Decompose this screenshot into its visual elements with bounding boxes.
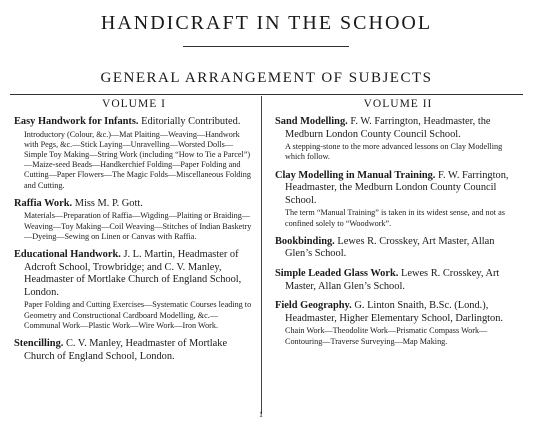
- entry-subject: Bookbinding.: [275, 235, 335, 247]
- page-title: HANDICRAFT IN THE SCHOOL: [100, 12, 433, 34]
- entry-heading: [14, 198, 254, 211]
- entry-details: The term “Manual Training” is taken in its widest sense, and not as confined solely to “Woodwork”.: [285, 208, 505, 228]
- entry-details: Materials—Preparation of Raffia—Wigding—Plaiting or Braiding—Weaving—Toy Making—Coil Weaving—Stitches of Indian Basketry—Dyeing—Sewing on Linen or Canvas with Raffia.: [24, 211, 252, 241]
- entry-sand-modelling: [275, 116, 521, 163]
- entry-stencilling: [14, 338, 254, 363]
- entry-author: Editorially Contributed.: [141, 116, 241, 127]
- entry-leaded-glass: [275, 268, 521, 293]
- entry-subject: Simple Leaded Glass Work.: [275, 267, 399, 279]
- entry-details: A stepping-stone to the more advanced lessons on Clay Modelling which follow.: [285, 142, 503, 162]
- entry-subject: Clay Modelling in Manual Training.: [275, 169, 436, 181]
- entry-bookbinding: [275, 236, 521, 261]
- entry-details: Chain Work—Theodolite Work—Prismatic Compass Work—Contouring—Traverse Surveying—Map Making.: [285, 326, 488, 346]
- page-number: 1: [259, 410, 263, 419]
- entry-subject: Sand Modelling.: [275, 116, 348, 127]
- entry-clay-modelling: [275, 170, 521, 229]
- entry-heading: [275, 236, 521, 261]
- entry-author: C. V. Manley, Headmaster of Mortlake Church of England School, London.: [24, 338, 228, 362]
- entry-author: G. Linton Snaith, B.Sc. (Lond.), Headmaster, Higher Elementary School, Darlington.: [285, 300, 504, 324]
- entry-heading: [275, 300, 521, 325]
- entry-subject: Educational Handwork.: [14, 249, 121, 261]
- entry-heading: [14, 249, 254, 299]
- entry-heading: [275, 170, 521, 208]
- entry-raffia-work: [14, 198, 254, 242]
- entry-subject: Easy Handwork for Infants.: [14, 116, 139, 127]
- entry-details: Introductory (Colour, &c.)—Mat Plaiting—Weaving—Handwork with Pegs, &c.—Stick Laying—Unravelling—Worsted Dolls—Simple Toy Making—String Work (including “How to Tie a Parcel”)—Maize-seed Beads—Handkerchief Folding—Paper Folding and Cutting—Paper Flowers—The Magic Folds—Miscellaneous Folding and Cutting.: [24, 129, 251, 190]
- entry-author: F. W. Farrington, Headmaster, the Medburn London County Council School.: [285, 169, 509, 206]
- volume-1-column: [14, 98, 254, 370]
- title-rule: [183, 46, 349, 47]
- entry-details: Paper Folding and Cutting Exercises—Systematic Courses leading to Geometry and Constructional Cardboard Modelling, &c.—Communal Work—Plastic Work—Wire Work—Iron Work.: [24, 300, 252, 330]
- entry-heading: [14, 116, 254, 129]
- entry-easy-handwork: [14, 116, 254, 191]
- entry-subject: Field Geography.: [275, 300, 352, 312]
- entry-subject: Raffia Work.: [14, 197, 73, 209]
- entry-heading: [275, 268, 521, 293]
- entry-author: Lewes R. Crosskey, Art Master, Allan Glen’s School.: [285, 235, 495, 260]
- entry-field-geography: [275, 300, 521, 347]
- column-divider: [261, 96, 262, 414]
- entry-author: Miss M. P. Gott.: [74, 197, 143, 209]
- header-rule: [10, 94, 523, 95]
- entry-author: Lewes R. Crosskey, Art Master, Allan Glen’s School.: [285, 267, 500, 292]
- volume-2-column: [275, 98, 521, 354]
- entry-heading: [14, 338, 254, 363]
- entry-author: F. W. Farrington, Headmaster, the Medburn London County Council School.: [285, 116, 491, 140]
- page-subtitle: GENERAL ARRANGEMENT OF SUBJECTS: [100, 70, 433, 86]
- entry-subject: Stencilling.: [14, 338, 64, 349]
- entry-heading: [275, 116, 521, 141]
- entry-author: J. L. Martin, Headmaster of Adcroft School, Trowbridge; and C. V. Manley, Headmaster of Mortlake Church of England School, London.: [24, 249, 242, 298]
- volume-1-heading: VOLUME I: [102, 98, 166, 110]
- volume-2-heading: VOLUME II: [363, 98, 433, 110]
- entry-educational-handwork: [14, 249, 254, 331]
